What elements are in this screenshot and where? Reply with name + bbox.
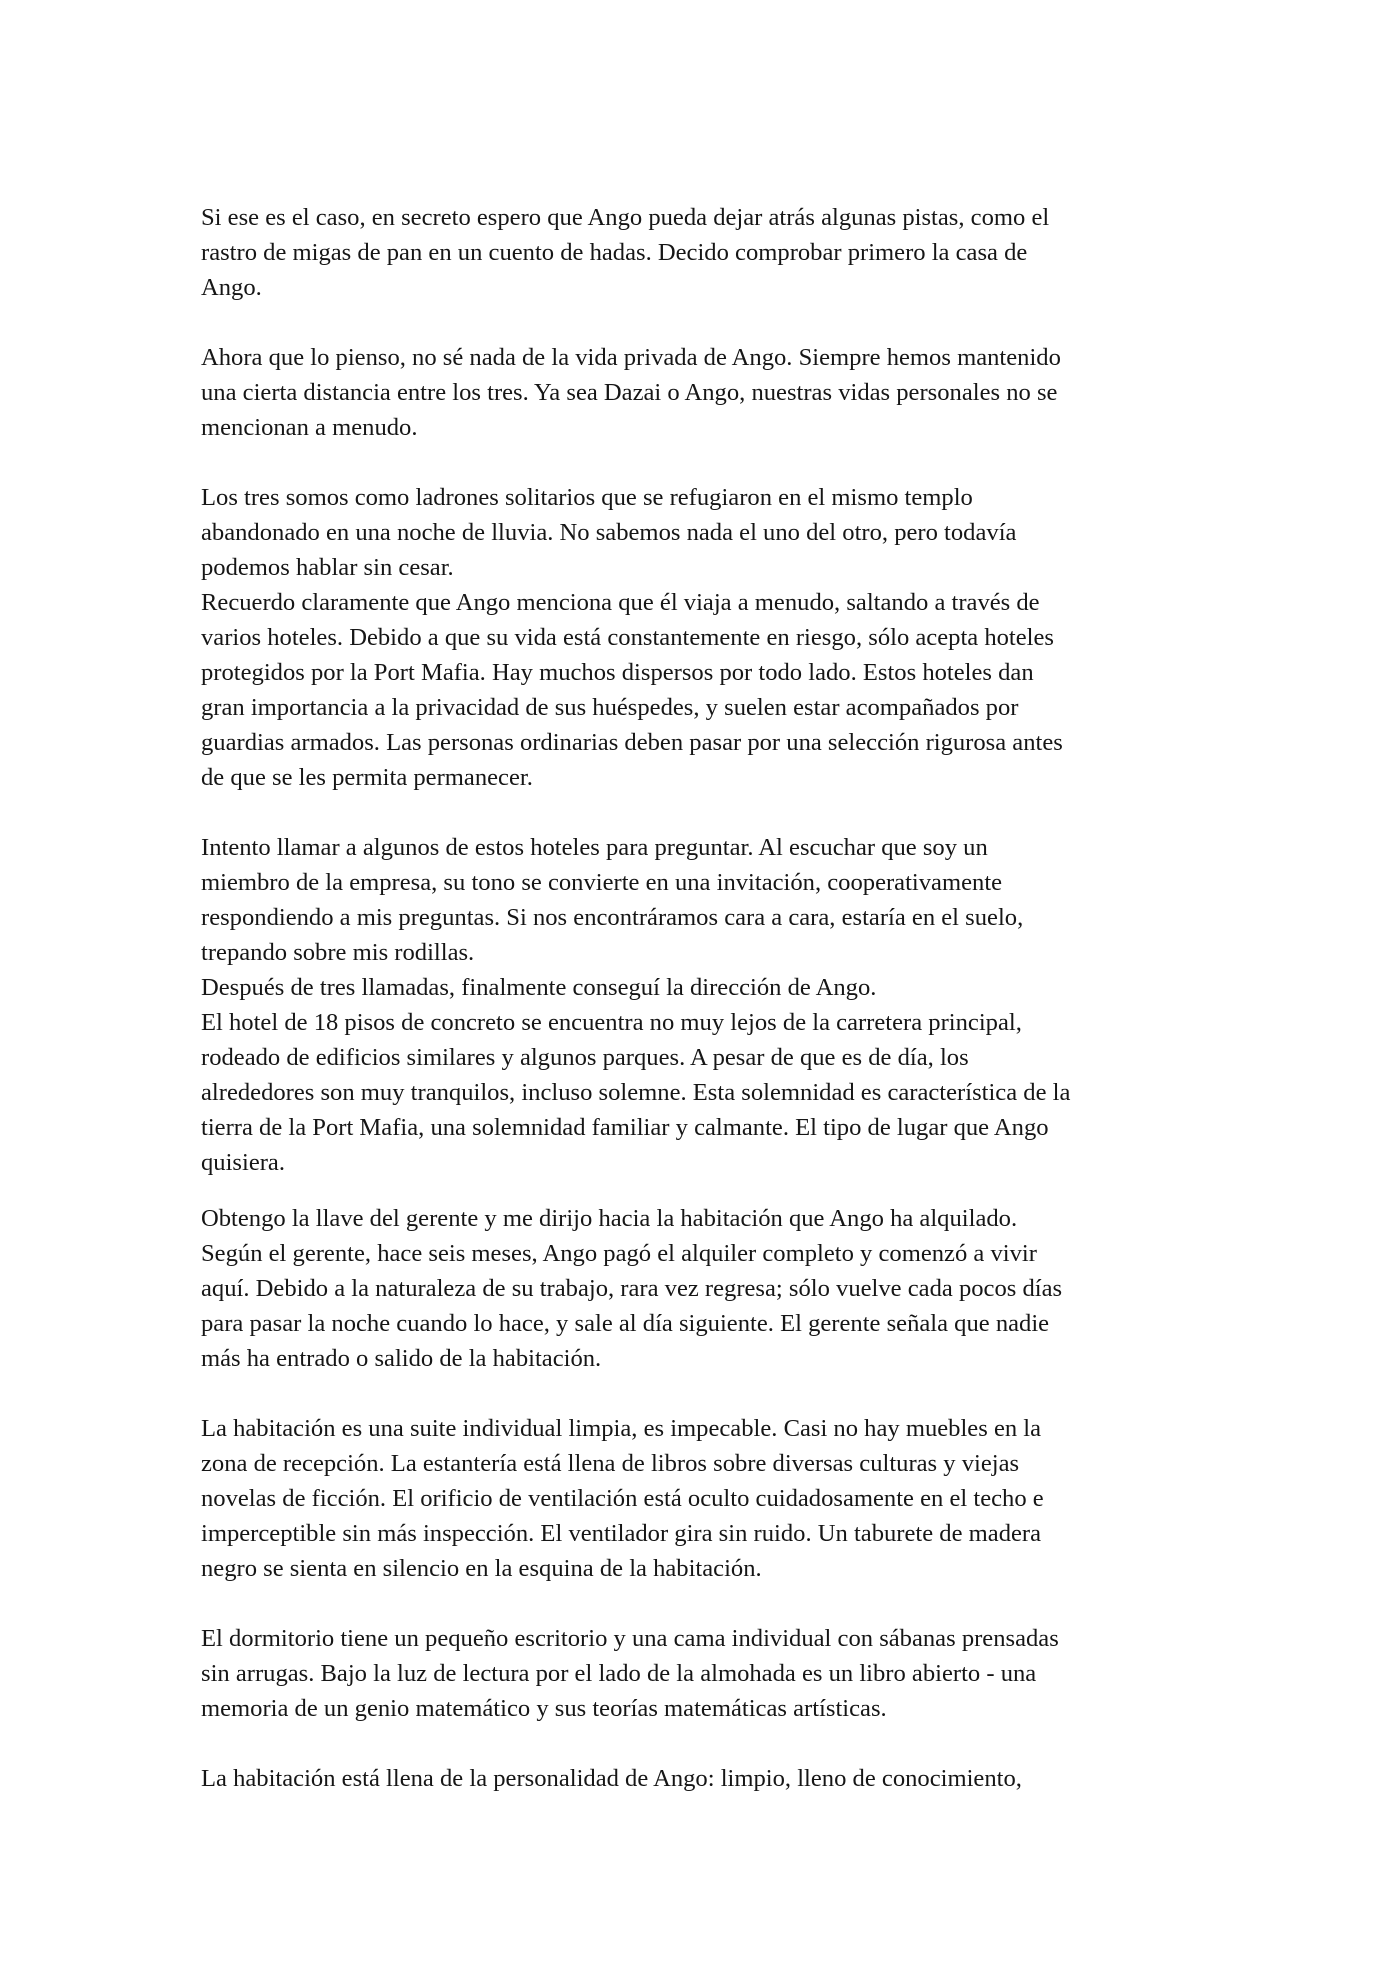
text-line: sin arrugas. Bajo la luz de lectura por el lado de la almohada es un libro abierto - una [201,1660,1037,1687]
paragraph [201,1761,1211,1796]
text-line: tierra de la Port Mafia, una solemnidad familiar y calmante. El tipo de lugar que Ango [201,1114,1049,1141]
text-line: Según el gerente, hace seis meses, Ango pagó el alquiler completo y comenzó a vivir [201,1240,1037,1267]
text-line: El dormitorio tiene un pequeño escritorio y una cama individual con sábanas prensadas [201,1625,1059,1652]
text-line: La habitación es una suite individual limpia, es impecable. Casi no hay muebles en la [201,1415,1042,1442]
paragraph [201,200,1211,305]
paragraph [201,480,1211,585]
text-line: podemos hablar sin cesar. [201,554,454,581]
document-body [201,200,1211,1796]
text-line: abandonado en una noche de lluvia. No sabemos nada el uno del otro, pero todavía [201,519,1017,546]
text-line: Ahora que lo pienso, no sé nada de la vida privada de Ango. Siempre hemos mantenido [201,344,1061,371]
text-line: una cierta distancia entre los tres. Ya sea Dazai o Ango, nuestras vidas personales no se [201,379,1058,406]
paragraph-gap [201,1586,1211,1621]
text-line: rodeado de edificios similares y algunos parques. A pesar de que es de día, los [201,1044,969,1071]
text-line: miembro de la empresa, su tono se convierte en una invitación, cooperativamente [201,869,1003,896]
text-line: más ha entrado o salido de la habitación. [201,1345,602,1372]
text-line: zona de recepción. La estantería está llena de libros sobre diversas culturas y viejas [201,1450,1020,1477]
text-line: memoria de un genio matemático y sus teorías matemáticas artísticas. [201,1695,887,1722]
text-line: guardias armados. Las personas ordinarias deben pasar por una selección rigurosa antes [201,729,1063,756]
text-line: para pasar la noche cuando lo hace, y sale al día siguiente. El gerente señala que nadie [201,1310,1050,1337]
text-line: quisiera. [201,1149,286,1176]
paragraph-gap [201,1726,1211,1761]
text-line: aquí. Debido a la naturaleza de su trabajo, rara vez regresa; sólo vuelve cada pocos días [201,1275,1063,1302]
paragraph-gap [201,445,1211,480]
text-line: negro se sienta en silencio en la esquina de la habitación. [201,1555,762,1582]
text-line: trepando sobre mis rodillas. [201,939,475,966]
text-line: Si ese es el caso, en secreto espero que Ango pueda dejar atrás algunas pistas, como el [201,204,1050,231]
text-line: novelas de ficción. El orificio de ventilación está oculto cuidadosamente en el techo e [201,1485,1044,1512]
paragraph-gap [201,305,1211,340]
paragraph [201,970,1211,1005]
paragraph [201,340,1211,445]
paragraph [201,1621,1211,1726]
paragraph [201,1411,1211,1586]
text-line: de que se les permita permanecer. [201,764,533,791]
text-line: respondiendo a mis preguntas. Si nos encontráramos cara a cara, estaría en el suelo, [201,904,1024,931]
text-line: imperceptible sin más inspección. El ventilador gira sin ruido. Un taburete de madera [201,1520,1042,1547]
text-line: varios hoteles. Debido a que su vida está constantemente en riesgo, sólo acepta hoteles [201,624,1054,651]
text-line: La habitación está llena de la personalidad de Ango: limpio, lleno de conocimiento, [201,1765,1022,1792]
paragraph [201,830,1211,970]
text-line: gran importancia a la privacidad de sus huéspedes, y suelen estar acompañados por [201,694,1019,721]
text-line: Obtengo la llave del gerente y me dirijo hacia la habitación que Ango ha alquilado. [201,1205,1018,1232]
paragraph [201,585,1211,795]
text-line: rastro de migas de pan en un cuento de hadas. Decido comprobar primero la casa de [201,239,1028,266]
text-line: Recuerdo claramente que Ango menciona que él viaja a menudo, saltando a través de [201,589,1040,616]
paragraph-gap [201,1376,1211,1411]
paragraph [201,1005,1211,1180]
text-line: alrededores son muy tranquilos, incluso solemne. Esta solemnidad es característica de la [201,1079,1071,1106]
paragraph-gap [201,1180,1211,1201]
text-line: Intento llamar a algunos de estos hoteles para preguntar. Al escuchar que soy un [201,834,988,861]
text-line: Después de tres llamadas, finalmente conseguí la dirección de Ango. [201,974,877,1001]
text-line: protegidos por la Port Mafia. Hay muchos dispersos por todo lado. Estos hoteles dan [201,659,1034,686]
paragraph-gap [201,795,1211,830]
text-line: Los tres somos como ladrones solitarios que se refugiaron en el mismo templo [201,484,973,511]
text-line: El hotel de 18 pisos de concreto se encuentra no muy lejos de la carretera principal, [201,1009,1022,1036]
text-line: Ango. [201,274,262,301]
text-line: mencionan a menudo. [201,414,418,441]
paragraph [201,1201,1211,1376]
